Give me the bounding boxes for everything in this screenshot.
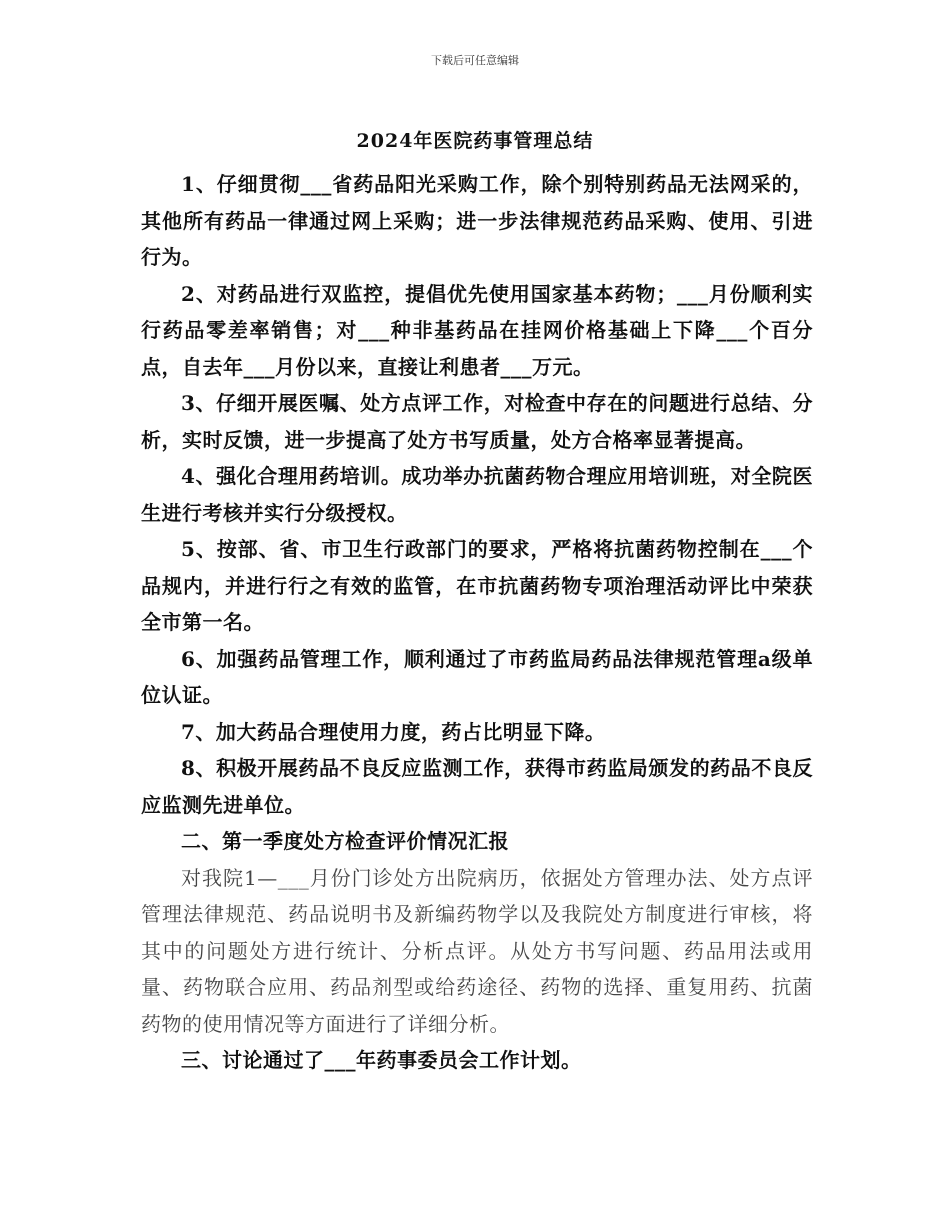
section-2-body: 对我院1—___月份门诊处方出院病历，依据处方管理办法、处方点评管理法律规范、药品说明书及新编药物学以及我院处方制度进行审核，将其中的问题处方进行统计、分析点评。从处方书写问题、药品用法或用量、药物联合应用、药品剂型或给药途径、药物的选择、重复用药、抗菌药物的使用情况等方面进行了详细分析。 (141, 865, 813, 1036)
paragraph-item-4: 4、强化合理用药培训。成功举办抗菌药物合理应用培训班，对全院医生进行考核并实行分级授权。 (141, 464, 813, 525)
paragraph-item-6: 6、加强药品管理工作，顺利通过了市药监局药品法律规范管理a级单位认证。 (141, 646, 813, 707)
paragraph-item-1: 1、仔细贯彻___省药品阳光采购工作，除个别特别药品无法网采的，其他所有药品一律通过网上采购；进一步法律规范药品采购、使用、引进行为。 (141, 172, 813, 269)
page-header-note: 下载后可任意编辑 (431, 54, 519, 67)
document-body (141, 166, 813, 1079)
document-title: 2024年医院药事管理总结 (356, 130, 594, 152)
paragraph-item-8: 8、积极开展药品不良反应监测工作，获得市药监局颁发的药品不良反应监测先进单位。 (141, 756, 813, 817)
section-heading-3: 三、讨论通过了___年药事委员会工作计划。 (181, 1048, 582, 1072)
section-heading-2: 二、第一季度处方检查评价情况汇报 (181, 829, 509, 853)
paragraph-item-2: 2、对药品进行双监控，提倡优先使用国家基本药物；___月份顺利实行药品零差率销售；对___种非基药品在挂网价格基础上下降___个百分点，自去年___月份以来，直接让利患者___万元。 (141, 281, 813, 379)
paragraph-item-3: 3、仔细开展医嘱、处方点评工作，对检查中存在的问题进行总结、分析，实时反馈，进一步提高了处方书写质量，处方合格率显著提高。 (141, 391, 813, 452)
paragraph-item-5: 5、按部、省、市卫生行政部门的要求，严格将抗菌药物控制在___个品规内，并进行行之有效的监管，在市抗菌药物专项治理活动评比中荣获全市第一名。 (141, 537, 813, 634)
paragraph-item-7: 7、加大药品合理使用力度，药占比明显下降。 (181, 719, 606, 744)
